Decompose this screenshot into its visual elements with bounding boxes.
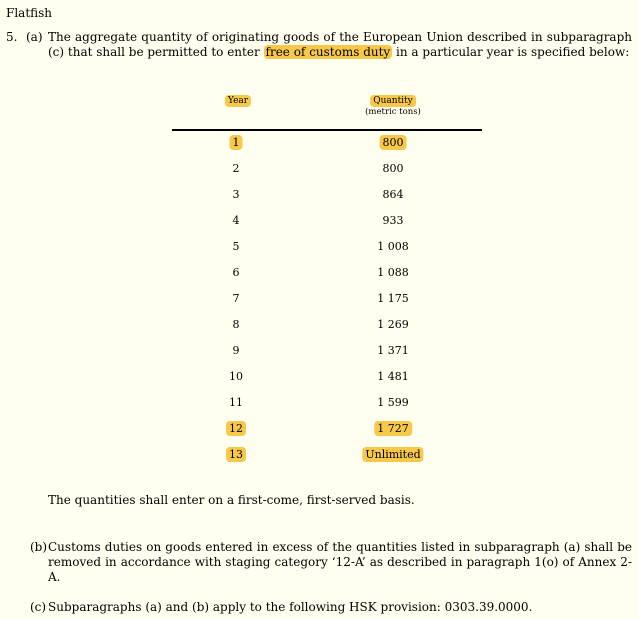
quantity-cell: [383, 214, 404, 227]
subparagraph-label-b: (b): [30, 540, 48, 554]
year-cell: [226, 422, 246, 435]
year-header-label: Year: [225, 95, 251, 107]
table-row: [0, 292, 638, 308]
table-row: [0, 370, 638, 386]
basis-note: The quantities shall enter on a first-come, first-served basis.: [48, 493, 415, 507]
table-row: [0, 214, 638, 230]
year-value: 3: [232, 188, 240, 201]
year-cell: [233, 292, 240, 305]
table-row: [0, 136, 638, 152]
table-header-rule: [172, 129, 482, 131]
quantity-cell: [377, 370, 409, 383]
table-row: [0, 448, 638, 464]
paragraph-text: [48, 30, 632, 60]
quantity-cell: [377, 240, 409, 253]
quantity-cell: [377, 396, 409, 409]
quantity-value: 1 481: [377, 370, 409, 383]
year-value: 1: [230, 135, 243, 150]
table-row: [0, 188, 638, 204]
year-value: 2: [232, 162, 240, 175]
year-value: 4: [232, 214, 240, 227]
year-cell: [229, 370, 243, 383]
table-row: [0, 422, 638, 438]
table-row: [0, 344, 638, 360]
year-value: 7: [232, 292, 240, 305]
table-row: [0, 162, 638, 178]
quantity-unit-label: (metric tons): [365, 107, 421, 117]
paragraph-number: 5.: [6, 30, 18, 44]
year-cell: [233, 162, 240, 175]
quantity-value: 1 727: [374, 421, 412, 436]
subparagraph-label-c: (c): [30, 600, 47, 614]
year-value: 13: [226, 447, 246, 462]
quantity-value: 1 599: [377, 396, 409, 409]
year-cell: [233, 344, 240, 357]
quantity-value: 1 371: [377, 344, 409, 357]
highlighted-phrase: free of customs duty: [265, 45, 391, 59]
year-value: 10: [229, 370, 243, 383]
paragraph-b-text: Customs duties on goods entered in excess of the quantities listed in subparagraph (a) shall be removed in accordance with staging category ‘12-A’ as described in paragraph 1(o) of Annex 2-A.: [48, 540, 632, 584]
quantity-value: 864: [382, 188, 404, 201]
quantity-cell: [377, 266, 409, 279]
year-value: 5: [232, 240, 240, 253]
year-cell: [230, 136, 243, 149]
year-value: 9: [232, 344, 240, 357]
paragraph-text-before: The aggregate quantity of originating goods of the European Union described in subparagraph (c) that shall be permitted to enter: [48, 30, 632, 59]
quantity-value: 1 088: [377, 266, 409, 279]
quantity-cell: [377, 292, 409, 305]
quantity-header-label: Quantity: [370, 95, 416, 107]
quantity-cell: [380, 136, 407, 149]
quantity-cell: [383, 162, 404, 175]
quantity-cell: [377, 318, 409, 331]
table-row: [0, 318, 638, 334]
year-cell: [233, 266, 240, 279]
table-row: [0, 240, 638, 256]
quantity-value: 1 008: [377, 240, 409, 253]
table-row: [0, 396, 638, 412]
quantity-value: 800: [380, 135, 407, 150]
year-cell: [233, 318, 240, 331]
quantity-value: 933: [382, 214, 404, 227]
year-cell: [233, 240, 240, 253]
quantity-cell: [377, 344, 409, 357]
quantity-cell: [374, 422, 412, 435]
quantity-value: 1 175: [377, 292, 409, 305]
year-cell: [233, 188, 240, 201]
year-cell: [229, 396, 243, 409]
table-row: [0, 266, 638, 282]
quantity-cell: [383, 188, 404, 201]
column-header-quantity: [365, 96, 421, 117]
column-header-year: [225, 96, 251, 106]
year-value: 6: [232, 266, 240, 279]
quantity-value: 800: [382, 162, 404, 175]
quantity-value: Unlimited: [362, 447, 423, 462]
quantity-cell: [362, 448, 423, 461]
year-cell: [226, 448, 246, 461]
year-value: 11: [229, 396, 243, 409]
year-value: 8: [232, 318, 240, 331]
quantity-value: 1 269: [377, 318, 409, 331]
year-cell: [233, 214, 240, 227]
subparagraph-label: (a): [26, 30, 43, 44]
year-value: 12: [226, 421, 246, 436]
section-heading: Flatfish: [6, 6, 53, 20]
paragraph-c-text: Subparagraphs (a) and (b) apply to the following HSK provision: 0303.39.0000.: [48, 600, 533, 614]
paragraph-text-after: in a particular year is specified below:: [392, 45, 630, 59]
